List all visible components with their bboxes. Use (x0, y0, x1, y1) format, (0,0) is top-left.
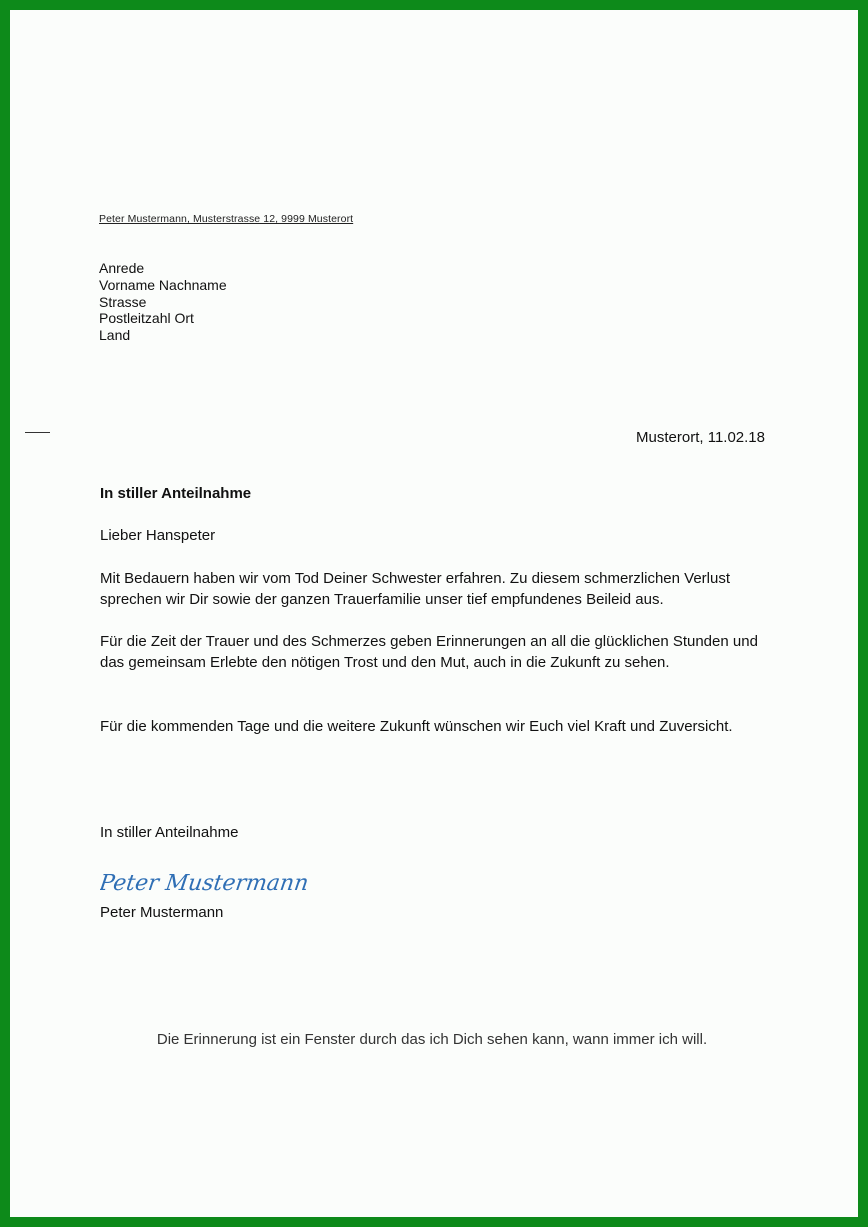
recipient-salutation-line: Anrede (99, 260, 145, 276)
recipient-address-block (99, 260, 227, 344)
signature-graphic (100, 866, 330, 900)
signature-text: Peter Mustermann (100, 870, 311, 896)
signer-name: Peter Mustermann (100, 904, 224, 921)
place-date: Musterort, 11.02.18 (636, 429, 765, 446)
letter-closing: In stiller Anteilnahme (100, 824, 239, 841)
recipient-street-line: Strasse (99, 293, 147, 310)
letter-salutation: Lieber Hanspeter (100, 527, 216, 544)
body-paragraph: Mit Bedauern haben wir vom Tod Deiner Schwester erfahren. Zu diesem schmerzlichen Verlust sprechen wir Dir sowie der ganzen Trauerfamilie unser tief empfundenes Beileid aus. (100, 570, 731, 609)
letter-subject: In stiller Anteilnahme (100, 485, 252, 502)
sender-address-line: Peter Mustermann, Musterstrasse 12, 9999 Musterort (99, 213, 354, 225)
body-paragraph: Für die kommenden Tage und die weitere Zukunft wünschen wir Euch viel Kraft und Zuversicht. (100, 718, 733, 735)
recipient-city-line: Postleitzahl Ort (99, 310, 194, 327)
fold-mark (25, 432, 50, 433)
letter-page (10, 10, 858, 1217)
memorial-quote: Die Erinnerung ist ein Fenster durch das ich Dich sehen kann, wann immer ich will. (156, 1031, 708, 1048)
handwritten-signature (100, 866, 330, 905)
recipient-country-line: Land (99, 327, 131, 344)
recipient-name-line: Vorname Nachname (99, 276, 227, 293)
body-paragraph: Für die Zeit der Trauer und des Schmerzes geben Erinnerungen an all die glücklichen Stunden und das gemeinsam Erlebte den nötigen Trost und den Mut, auch in die Zukunft zu sehen. (100, 633, 758, 672)
